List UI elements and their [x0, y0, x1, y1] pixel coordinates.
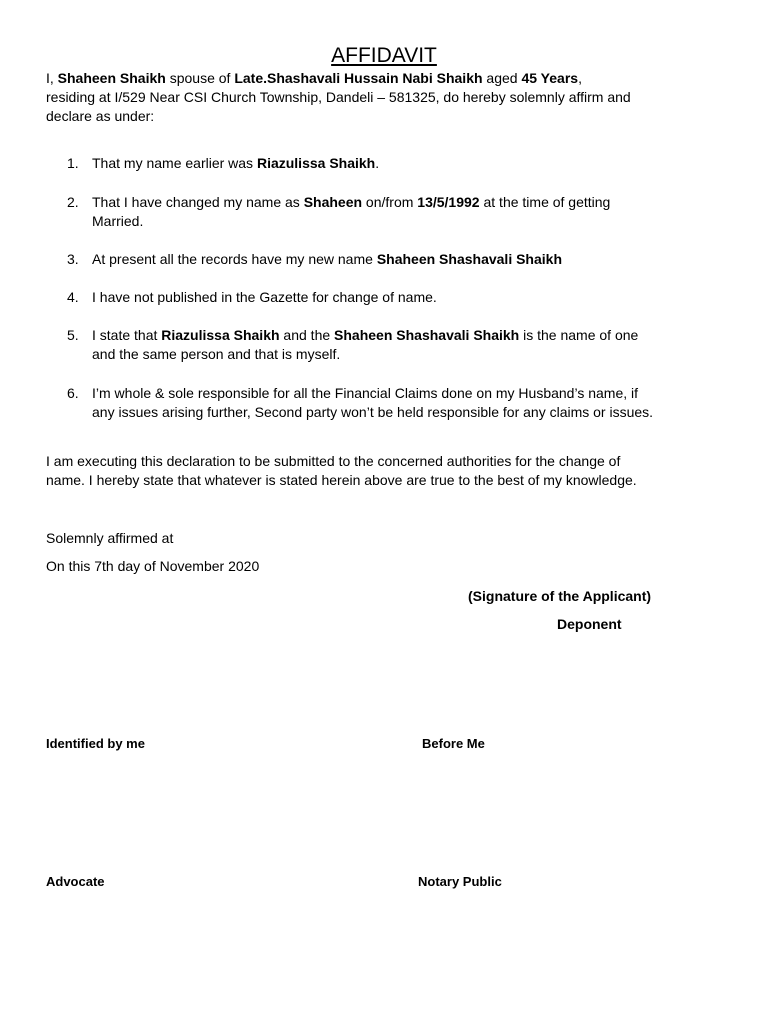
intro-line-3: declare as under:	[46, 108, 155, 124]
intro-line-2: residing at I/529 Near CSI Church Township, Dandeli – 581325, do hereby solemnly affirm and	[46, 89, 631, 105]
deponent-age: 45 Years	[521, 70, 579, 86]
closing-paragraph: I am executing this declaration to be submitted to the concerned authorities for the change of name. I hereby state that whatever is stated herein above are true to the best of my knowledge.	[46, 453, 637, 488]
advocate-label: Advocate	[46, 874, 105, 889]
signature-label: (Signature of the Applicant)	[468, 588, 652, 604]
intro-paragraph	[46, 69, 736, 126]
affidavit-page: AFFIDAVIT I, Shaheen Shaikh spouse of Late.Shashavali Hussain Nabi Shaikh aged 45 Years, residing at I/529 Near CSI Church Township, Dandeli – 581325, do hereby solemnly affirm and declare as under: 1. That my name earlier was Riazulissa Shaikh. 2. That I have changed my name as Shaheen on/from 13/5/1992 at the time of getting Married. 3. At present all the records have my new name Shaheen Shashavali Shaikh 4. I have not published in the Gazette for change of name. 5. I state that Riazulissa Shaikh and the Shaheen Shashavali Shaikh is the name of one and the same person and that is myself. 6. I’m whole & sole responsible for all the Financial Claims done on my Husband’s name, if any issues arising further, Second party won’t be held responsible for any claims or issues. I am executing this declaration to be submitted to the concerned authorities for the change of name. I hereby state that whatever is stated herein above are true to the best of my knowledge. Solemnly affirmed at On this 7th day of November 2020 (Signature of the Applicant) Deponent Identified by me Before Me Advocate Notary Public	[0, 0, 768, 1024]
affirmed-place-line: Solemnly affirmed at	[46, 530, 174, 546]
before-me-label: Before Me	[422, 736, 485, 751]
affirmed-date-line: On this 7th day of November 2020	[46, 558, 260, 574]
identified-by-label: Identified by me	[46, 736, 145, 751]
spouse-name: Late.Shashavali Hussain Nabi Shaikh	[234, 70, 483, 86]
deponent-name: Shaheen Shaikh	[57, 70, 166, 86]
document-title: AFFIDAVIT	[331, 44, 437, 67]
intro-line-1: I, Shaheen Shaikh spouse of Late.Shashavali Hussain Nabi Shaikh aged 45 Years,	[46, 70, 582, 86]
deponent-label: Deponent	[557, 616, 622, 632]
notary-public-label: Notary Public	[418, 874, 502, 889]
